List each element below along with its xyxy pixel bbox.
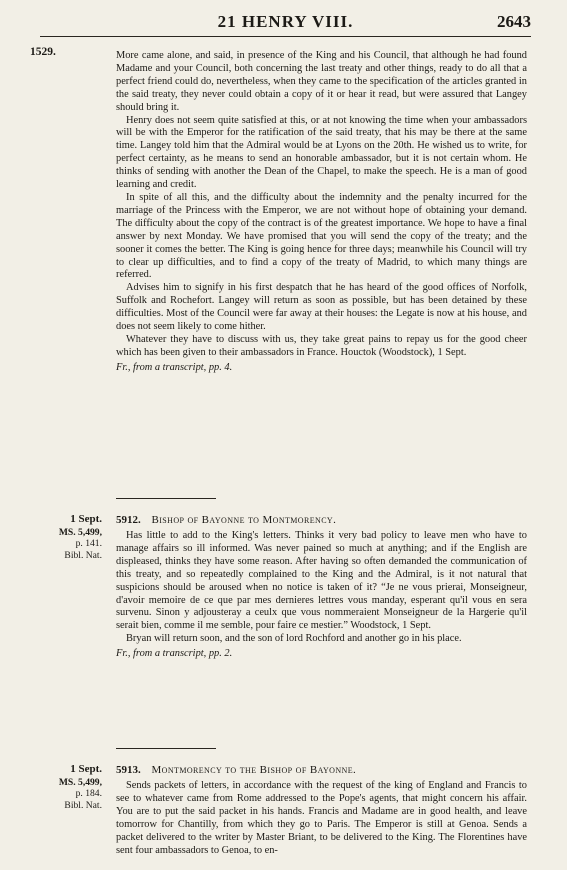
paragraph: Advises him to signify in his first despatch that he has heard of the good offices of Norfolk, Suffolk and Rochefort. Langey will return as soon as possible, but has been detained by these difficulties. Most of the Council were far away at their houses: the Legate is now at his house, and does not seem likely to come hither. (116, 282, 527, 333)
manuscript-ref: MS. 5,499, (58, 776, 102, 788)
paragraph: In spite of all this, and the difficulty about the indemnity and the penalty incurred for the marriage of the Princess with the Emperor, we are not without hope of obtaining your demand. The difficulty about the copy of the contract is of the greatest importance. We hope to have a final answer by next Monday. We have promised that you will send the copy of the treaty; and the sooner it comes the better. The King is going hence for three days; meanwhile his Council will try to clear up difficulties, and to find a copy of the treaty of Madrid, to which many things are referred. (116, 191, 527, 281)
entry-text (116, 780, 527, 857)
entry-heading (116, 764, 527, 776)
section-divider (116, 498, 216, 499)
library-ref: Bibl. Nat. (64, 549, 102, 561)
source-note: Fr., from a transcript, pp. 2. (116, 648, 233, 660)
entry-title: Montmorency to the Bishop of Bayonne. (151, 764, 357, 776)
entry-date: 1 Sept. (70, 513, 102, 525)
library-ref: Bibl. Nat. (64, 799, 102, 811)
entry-margin-note (22, 514, 102, 561)
manuscript-page: p. 184. (75, 788, 102, 799)
paragraph: Has little to add to the King's letters. Thinks it very bad policy to leave men who have to manage affairs so ill informed. Was never pained so much at anything; and if the English are displeased, thinks they have some reason. After having so often demanded the communication of this treaty, and so repeatedly complained to the King and the Admiral, is it not natural that suspicions should be aroused when no notice is taken of it? “Je ne vous prierai, Monseigneur, d'avoir memoire de ce que par mes dernieres lettres vous manday, esperant qu'il vous en sera survenu. Sinon y adjousteray a ceulx que vous nommeraient Monseigneur de la Hargerie qu'il serait bien, comme il me semble, pour faire ce mestier.” Woodstock, 1 Sept. (116, 530, 527, 632)
entry-title: Bishop of Bayonne to Montmorency. (151, 514, 337, 526)
running-title: 21 HENRY VIII. (217, 12, 354, 31)
running-header (40, 8, 531, 37)
manuscript-ref: MS. 5,499, (58, 526, 102, 538)
paragraph: Whatever they have to discuss with us, they take great pains to repay us for the good cheer which has been given to their ambassadors in France. Houctok (Woodstock), 1 Sept. (116, 333, 527, 358)
source-note: Fr., from a transcript, pp. 4. (116, 361, 233, 373)
paragraph: Henry does not seem quite satisfied at this, or at not knowing the time when your ambassadors will be with the Emperor for the ratification of the said treaty, that his may be there at the same time. Langey told him that the Admiral would be at Lyons on the 20th. He wished us to write, for perfect certainty, as he means to send an honorable ambassador, but it is not certain whom. He thinks of sending with another the Dean of the Chapel, to make the speech. He is a man of good learning and credit. (116, 114, 527, 191)
entry-date: 1 Sept. (70, 763, 102, 775)
page-number: 2643 (497, 12, 531, 31)
margin-year: 1529. (30, 46, 56, 58)
paragraph: Sends packets of letters, in accordance with the request of the king of England and Francis to see to whatever came from Rome addressed to the Pope's agents, that might concern his affair. You are to put the said packet in his hands. Francis and Madame are in good health, and leave tomorrow for Chantilly, from which they go to Paris. The Emperor is still at Genoa. Sends a packet delivered to the writer by Master Briant, to be delivered to the King. The Florentines have sent four ambassadors to Genoa, to en- (116, 780, 527, 856)
entry-heading (116, 514, 527, 526)
entry-margin-note (22, 764, 102, 811)
entry-number: 5913. (116, 764, 141, 776)
paragraph: More came alone, and said, in presence of the King and his Council, that although he had found Madame and your Council, both concerning the last treaty and other things, ready to do all that a perfect friend could do, nevertheless, when they came to the specification of the articles granted in the said treaty, they never could obtain a copy of it or hear it read, but were assured that Langey should bring it. (116, 50, 527, 113)
continuation-text (116, 50, 527, 375)
section-divider (116, 748, 216, 749)
manuscript-page: p. 141. (75, 538, 102, 549)
entry-number: 5912. (116, 514, 141, 526)
paragraph: Bryan will return soon, and the son of lord Rochford and another go in his place. (126, 633, 462, 645)
entry-text (116, 530, 527, 661)
